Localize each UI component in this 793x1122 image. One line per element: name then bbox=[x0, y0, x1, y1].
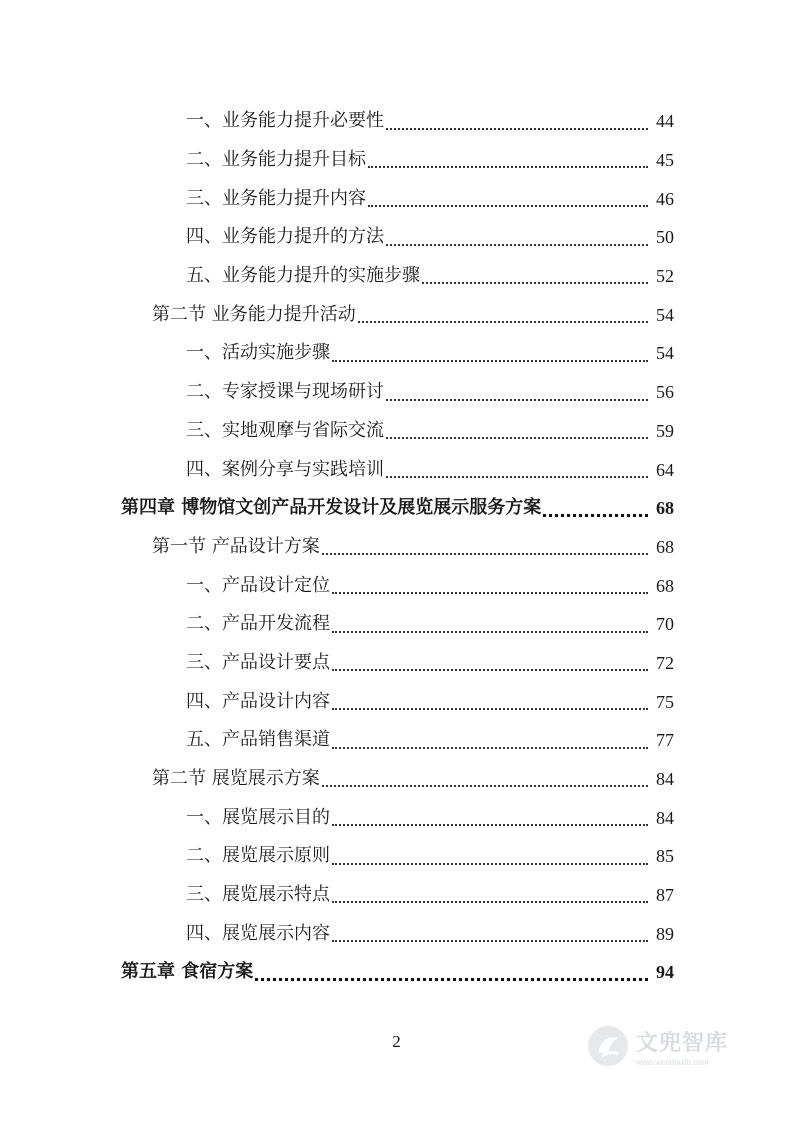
toc-entry-title: 二、展览展示原则 bbox=[186, 845, 330, 867]
toc-entry[interactable] bbox=[0, 218, 793, 257]
toc-entry-page: 89 bbox=[656, 923, 674, 944]
toc-entry[interactable] bbox=[0, 644, 793, 683]
toc-leader-dots bbox=[332, 359, 648, 362]
toc-entry-page: 75 bbox=[656, 691, 674, 712]
toc-entry-title: 一、活动实施步骤 bbox=[186, 342, 330, 364]
toc-leader-dots bbox=[332, 862, 648, 865]
toc-leader-dots bbox=[332, 746, 648, 749]
toc-leader-dots bbox=[332, 939, 648, 942]
page-number: 2 bbox=[392, 1032, 401, 1051]
toc-entry-page: 59 bbox=[656, 420, 674, 441]
toc-entry-title: 五、产品销售渠道 bbox=[186, 729, 330, 751]
toc-entry-title: 第二节 业务能力提升活动 bbox=[152, 303, 356, 325]
toc-leader-dots bbox=[332, 707, 648, 710]
toc-entry-page: 68 bbox=[656, 575, 674, 596]
toc-leader-dots bbox=[332, 900, 648, 903]
toc-leader-dots bbox=[332, 591, 648, 594]
toc-entry-page: 84 bbox=[656, 807, 674, 828]
toc-entry-page: 56 bbox=[656, 382, 674, 403]
toc-leader-dots bbox=[386, 475, 648, 478]
toc-entry-page: 68 bbox=[656, 498, 674, 519]
toc-leader-dots bbox=[332, 823, 648, 826]
toc-entry-page: 84 bbox=[656, 769, 674, 790]
toc-leader-dots bbox=[322, 552, 648, 555]
toc-entry-page: 54 bbox=[656, 304, 674, 325]
toc-entry-title: 一、产品设计定位 bbox=[186, 574, 330, 596]
toc-entry-page: 68 bbox=[656, 536, 674, 557]
toc-leader-dots bbox=[368, 204, 648, 207]
toc-entry[interactable] bbox=[0, 721, 793, 760]
toc-leader-dots bbox=[386, 436, 648, 439]
toc-chapter-entry[interactable] bbox=[0, 489, 793, 528]
toc-entry-title: 二、产品开发流程 bbox=[186, 613, 330, 635]
toc-entry-title: 第四章 博物馆文创产品开发设计及展览展示服务方案 bbox=[121, 497, 542, 519]
toc-entry[interactable] bbox=[0, 179, 793, 218]
toc-entry-page: 72 bbox=[656, 652, 674, 673]
toc-section-entry[interactable] bbox=[0, 295, 793, 334]
toc-entry-title: 四、案例分享与实践培训 bbox=[186, 458, 384, 480]
toc-entry[interactable] bbox=[0, 605, 793, 644]
toc-entry-page: 46 bbox=[656, 188, 674, 209]
toc-leader-dots bbox=[358, 320, 648, 323]
toc-entry-page: 64 bbox=[656, 459, 674, 480]
toc-leader-dots bbox=[386, 127, 648, 130]
toc-entry[interactable] bbox=[0, 141, 793, 180]
toc-entry-title: 一、展览展示目的 bbox=[186, 806, 330, 828]
toc-leader-dots bbox=[386, 243, 648, 246]
toc-entry-title: 第二节 展览展示方案 bbox=[152, 768, 320, 790]
toc-entry-page: 44 bbox=[656, 111, 674, 132]
toc-leader-dots bbox=[332, 630, 648, 633]
toc-entry-page: 45 bbox=[656, 150, 674, 171]
toc-entry-title: 三、实地观摩与省际交流 bbox=[186, 419, 384, 441]
toc-entry[interactable] bbox=[0, 566, 793, 605]
toc-entry-page: 54 bbox=[656, 343, 674, 364]
toc-chapter-entry[interactable] bbox=[0, 953, 793, 992]
watermark-logo-icon bbox=[586, 1024, 630, 1068]
watermark-name: 文兜智库 bbox=[636, 1030, 729, 1056]
toc-entry-page: 52 bbox=[656, 266, 674, 287]
toc-section-entry[interactable] bbox=[0, 528, 793, 567]
toc-entry-title: 二、业务能力提升目标 bbox=[186, 149, 366, 171]
toc-entry[interactable] bbox=[0, 837, 793, 876]
toc-entry[interactable] bbox=[0, 914, 793, 953]
toc-entry-page: 94 bbox=[656, 962, 674, 983]
toc-entry-page: 87 bbox=[656, 885, 674, 906]
watermark-url: www.wendoulib.com bbox=[636, 1057, 709, 1067]
toc-entry-title: 三、展览展示特点 bbox=[186, 884, 330, 906]
toc-entry[interactable] bbox=[0, 682, 793, 721]
toc-entry-title: 二、专家授课与现场研讨 bbox=[186, 381, 384, 403]
toc-entry[interactable] bbox=[0, 257, 793, 296]
toc-leader-dots bbox=[386, 398, 648, 401]
toc-entry[interactable] bbox=[0, 373, 793, 412]
toc-entry-page: 50 bbox=[656, 227, 674, 248]
toc-leader-dots bbox=[255, 977, 648, 981]
toc-entry-page: 70 bbox=[656, 614, 674, 635]
toc-leader-dots bbox=[368, 165, 648, 168]
toc-leader-dots bbox=[322, 784, 648, 787]
toc-entry-page: 77 bbox=[656, 730, 674, 751]
toc-entry-title: 一、业务能力提升必要性 bbox=[186, 110, 384, 132]
toc-entry-title: 五、业务能力提升的实施步骤 bbox=[186, 265, 420, 287]
toc-entry[interactable] bbox=[0, 798, 793, 837]
toc-entry-title: 四、产品设计内容 bbox=[186, 690, 330, 712]
toc-entry-title: 三、产品设计要点 bbox=[186, 651, 330, 673]
toc-leader-dots bbox=[543, 513, 648, 517]
toc-entry[interactable] bbox=[0, 102, 793, 141]
toc-entry[interactable] bbox=[0, 450, 793, 489]
toc-entry-title: 四、展览展示内容 bbox=[186, 922, 330, 944]
toc-entry[interactable] bbox=[0, 334, 793, 373]
toc-leader-dots bbox=[422, 281, 648, 284]
toc-leader-dots bbox=[332, 668, 648, 671]
toc-entry-title: 第五章 食宿方案 bbox=[121, 961, 254, 983]
watermark bbox=[586, 1017, 766, 1075]
toc-entry-title: 三、业务能力提升内容 bbox=[186, 187, 366, 209]
toc-entry-title: 第一节 产品设计方案 bbox=[152, 535, 320, 557]
toc-entry-title: 四、业务能力提升的方法 bbox=[186, 226, 384, 248]
toc-entry[interactable] bbox=[0, 412, 793, 451]
table-of-contents bbox=[0, 102, 793, 992]
toc-section-entry[interactable] bbox=[0, 760, 793, 799]
toc-entry[interactable] bbox=[0, 876, 793, 915]
toc-entry-page: 85 bbox=[656, 846, 674, 867]
